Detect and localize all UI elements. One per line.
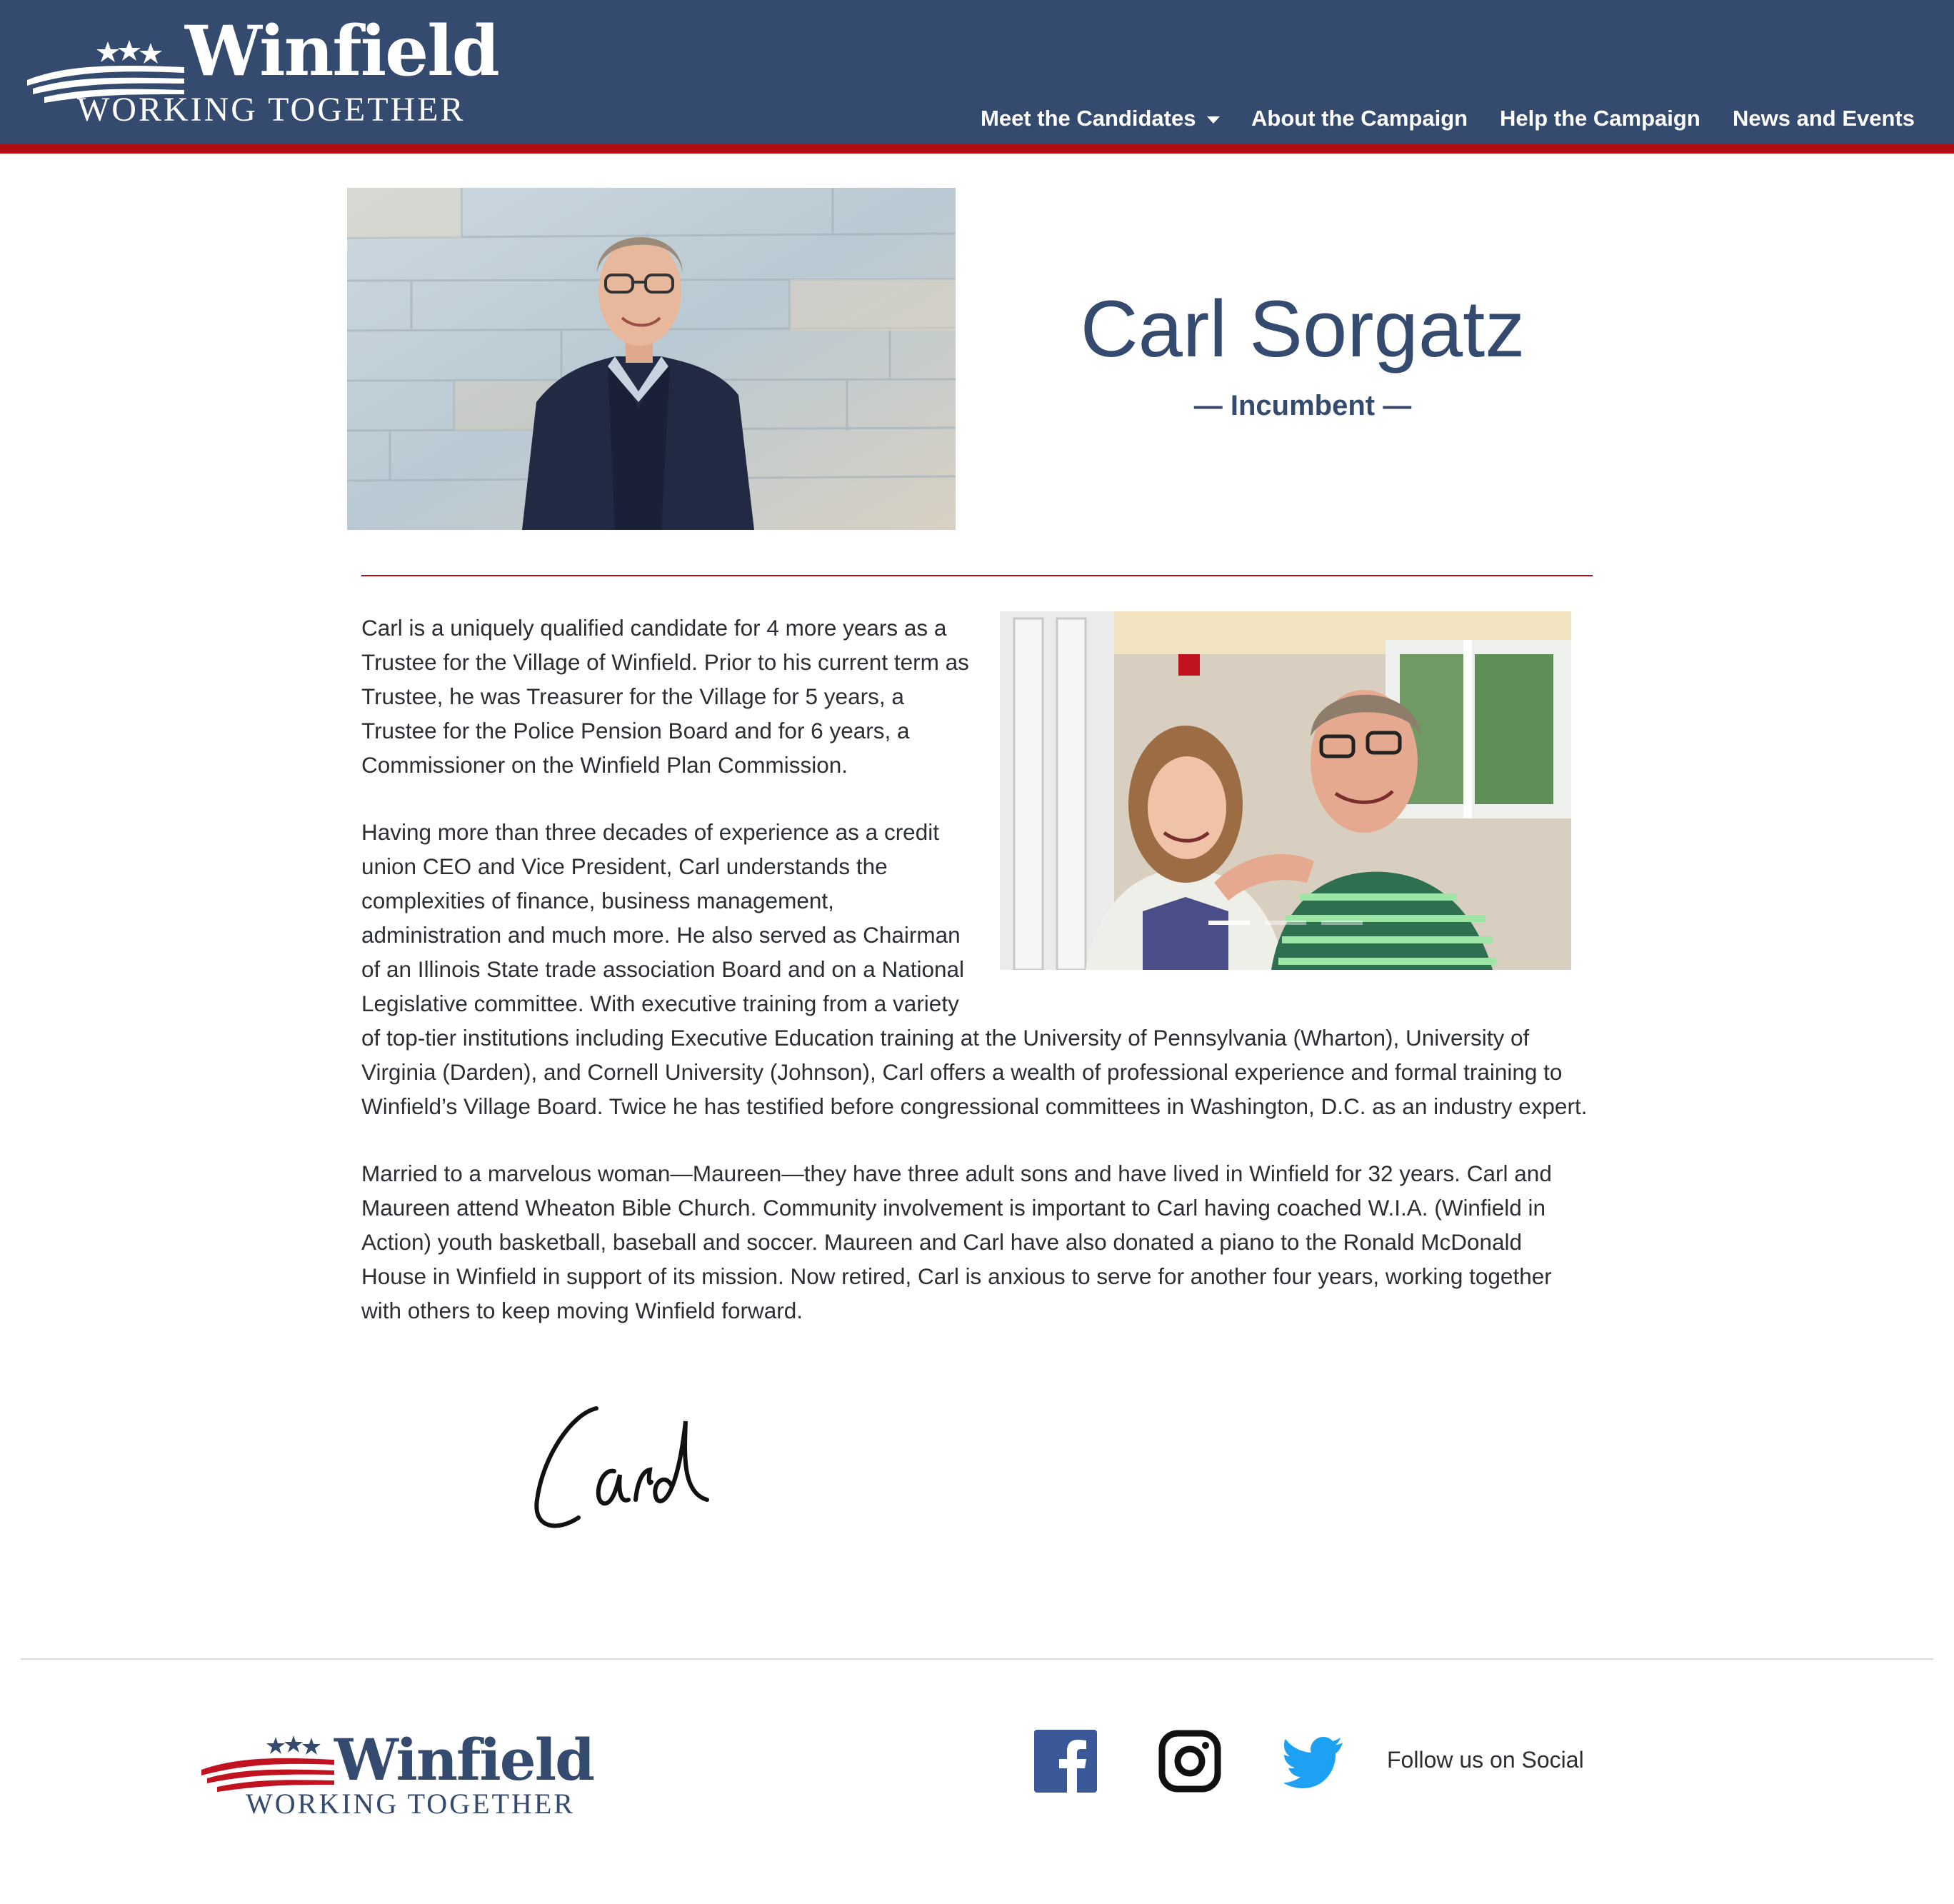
nav-about-the-campaign[interactable]: About the Campaign <box>1251 106 1468 131</box>
bio-paragraph: Carl is a uniquely qualified candidate for 4 more years as a Trustee for the Village of Winfield. Prior to his current term as Trustee, he was Treasurer for the Village for 5 years, a Trustee for the Police Pension Board and for 6 years, a Commissioner on the Winfield Plan Commission. <box>361 615 969 778</box>
signature <box>528 1400 714 1535</box>
site-header <box>0 0 1954 154</box>
bio-paragraph: Married to a marvelous woman—Maureen—they have three adult sons and have lived in Winfield for 32 years. Carl and Maureen attend Wheaton Bible Church. Community involvement is important to Carl having coached W.I.A. (Winfield in Action) youth basketball, baseball and soccer. Maureen and Carl have also donated a piano to the Ronald McDonald House in Winfield in support of its mission. Now retired, Carl is anxious to serve for another four years, working together with others to keep moving Winfield forward. <box>361 1161 1552 1323</box>
candidate-role: — Incumbent — <box>1193 390 1412 421</box>
logo-wordmark: Winfield <box>185 11 498 91</box>
footer-divider <box>21 1658 1933 1660</box>
section-divider <box>361 575 1593 576</box>
carousel-indicator[interactable] <box>1321 921 1363 925</box>
bio-paragraph: Having more than three decades of experience as a credit union CEO and Vice President, Carl understands the complexities of finance, business management, administration and much more. He also served as Chairman of an Illinois State trade association Board and on a National Legislative committee. With executive training from a variety of top-tier institutions including Executive Education training at the University of Pennsylvania (Wharton), University of Virginia (Darden), and Cornell University (Johnson), Carl offers a wealth of professional experience and formal training to Winfield’s Village Board. Twice he has testified before congressional committees in Washington, D.C. as an industry expert. <box>361 819 1588 1119</box>
bio-section <box>361 611 1593 1361</box>
main-nav <box>0 103 1954 139</box>
follow-us-text: Follow us on Social <box>1387 1747 1584 1773</box>
candidate-portrait <box>347 188 956 530</box>
carousel-indicator[interactable] <box>1265 921 1306 925</box>
logo-tagline: WORKING TOGETHER <box>77 91 466 129</box>
candidate-name: Carl Sorgatz <box>1080 284 1525 374</box>
footer-logo-wordmark: Winfield <box>334 1726 594 1793</box>
facebook-icon[interactable] <box>1034 1730 1098 1794</box>
carousel-indicator[interactable] <box>1208 921 1250 925</box>
footer-logo[interactable] <box>201 1726 594 1821</box>
instagram-icon[interactable] <box>1158 1730 1223 1794</box>
twitter-icon[interactable] <box>1284 1730 1348 1794</box>
nav-news-and-events[interactable]: News and Events <box>1733 106 1915 131</box>
carousel-indicators <box>1000 900 1571 934</box>
footer-logo-tagline: WORKING TOGETHER <box>246 1788 575 1820</box>
nav-meet-the-candidates[interactable] <box>981 103 1220 134</box>
caret-down-icon <box>1207 116 1220 124</box>
nav-help-the-campaign[interactable]: Help the Campaign <box>1500 106 1700 131</box>
nav-meet-the-candidates-label: Meet the Candidates <box>981 106 1196 131</box>
photo-carousel[interactable] <box>1000 611 1571 970</box>
